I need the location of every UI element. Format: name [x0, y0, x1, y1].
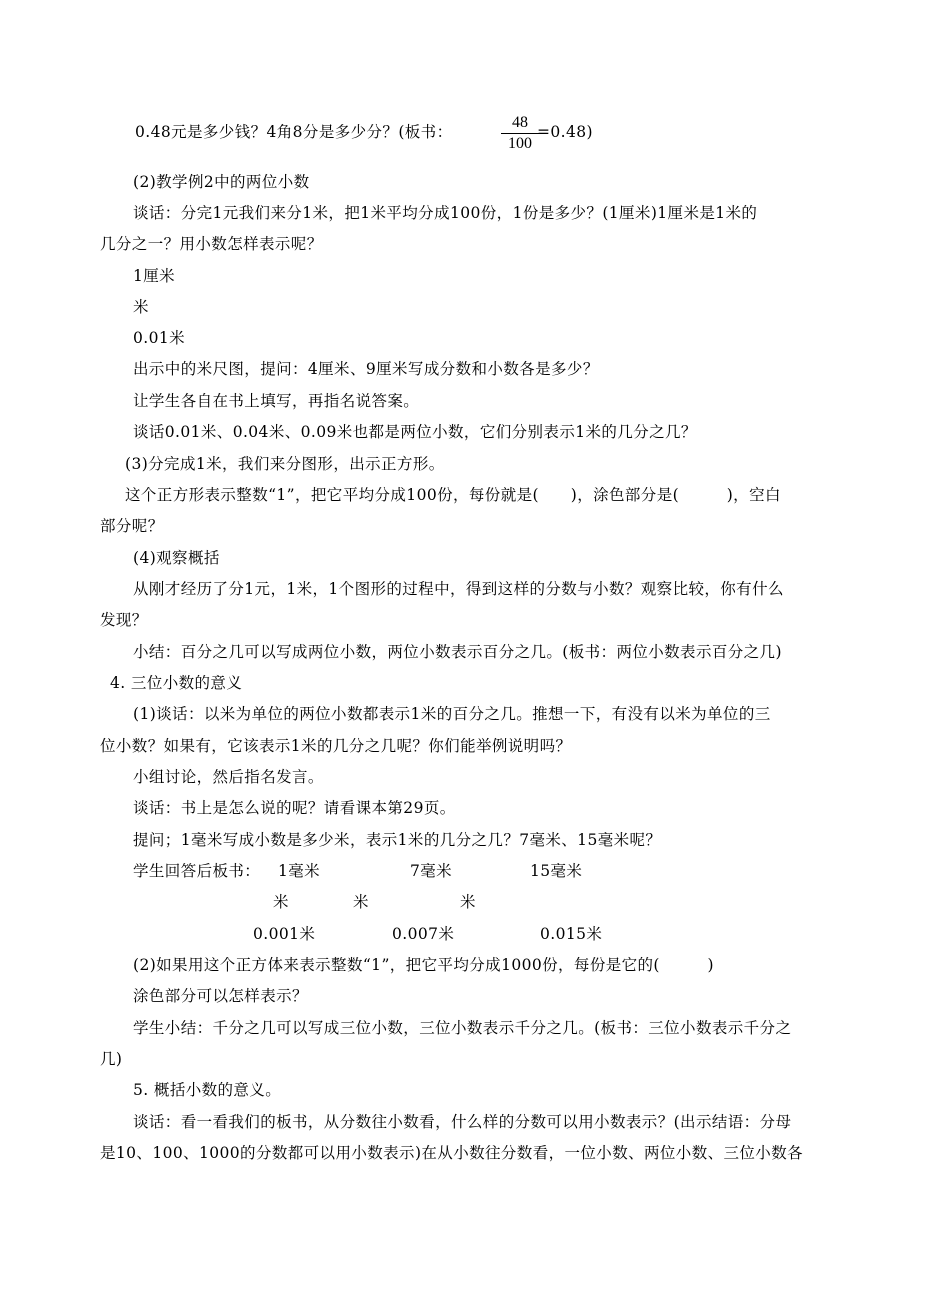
- text-line: 让学生各自在书上填写，再指名说答案。: [133, 392, 420, 410]
- text-line: 0.01米: [133, 329, 186, 347]
- text-line: 从刚才经历了分1元，1米，1个图形的过程中，得到这样的分数与小数？观察比较，你有什么: [133, 580, 784, 598]
- text-line: 米: [460, 893, 476, 911]
- text-line: 这个正方形表示整数“1”，把它平均分成100份，每份就是( )，涂色部分是( )，空白: [125, 486, 781, 504]
- text-line: 谈话：看一看我们的板书，从分数往小数看，什么样的分数可以用小数表示？(出示结语：分母: [133, 1113, 792, 1131]
- text-line: 发现？: [100, 611, 148, 629]
- fraction: [501, 114, 539, 153]
- text-line: 米: [273, 893, 289, 911]
- fraction-denominator: 100: [508, 135, 532, 152]
- text-line: 学生回答后板书：: [133, 862, 261, 880]
- text-line: 小组讨论，然后指名发言。: [133, 768, 324, 786]
- text-line: (4)观察概括: [133, 549, 220, 567]
- text-line: (2)教学例2中的两位小数: [133, 173, 310, 191]
- text-line: 1毫米: [278, 862, 321, 880]
- text-line: 是10、100、1000的分数都可以用小数表示)在从小数往分数看，一位小数、两位小数、三位小数各: [100, 1144, 804, 1162]
- text-line: 涂色部分可以怎样表示？: [133, 987, 308, 1005]
- text-line: 15毫米: [530, 862, 583, 880]
- text-line: 0.007米: [392, 925, 455, 943]
- text-line: 部分呢？: [100, 517, 164, 535]
- text-line: 0.001米: [253, 925, 316, 943]
- text-line: 小结：百分之几可以写成两位小数，两位小数表示百分之几。(板书：两位小数表示百分之几): [133, 643, 782, 661]
- text-line: 米: [353, 893, 369, 911]
- text-line: 谈话：分完1元我们来分1米，把1米平均分成100份，1份是多少？(1厘米)1厘米是1米的: [133, 204, 758, 222]
- text-line: 5. 概括小数的意义。: [133, 1081, 282, 1099]
- text-line: 位小数？如果有，它该表示1米的几分之几呢？你们能举例说明吗？: [100, 737, 572, 755]
- text-line: 几分之一？用小数怎样表示呢？: [100, 235, 323, 253]
- text-line: 4. 三位小数的意义: [110, 674, 243, 692]
- text-line: 0.015米: [540, 925, 603, 943]
- text-line: (3)分完成1米，我们来分图形，出示正方形。: [125, 455, 445, 473]
- text-line: (2)如果用这个正方体来表示整数“1”，把它平均分成1000份，每份是它的( ): [133, 956, 715, 974]
- text-line: 1厘米: [133, 267, 176, 285]
- text-line: 谈话：书上是怎么说的呢？请看课本第29页。: [133, 799, 456, 817]
- text-line: 出示中的米尺图，提问：4厘米、9厘米写成分数和小数各是多少？: [133, 360, 599, 378]
- text-line: 提问；1毫米写成小数是多少米，表示1米的几分之几？7毫米、15毫米呢？: [133, 831, 662, 849]
- text-line: 米: [133, 298, 149, 316]
- text-line: 学生小结：千分之几可以写成三位小数，三位小数表示千分之几。(板书：三位小数表示千分之: [133, 1019, 792, 1037]
- text-line: (1)谈话：以米为单位的两位小数都表示1米的百分之几。推想一下，有没有以米为单位的三: [133, 705, 771, 723]
- text-line: 几): [100, 1050, 123, 1068]
- text-line: 0.48元是多少钱？4角8分是多少分？(板书：: [135, 123, 453, 141]
- text-line: 7毫米: [410, 862, 453, 880]
- fraction-bar: [501, 133, 539, 134]
- text-line: =0.48): [537, 123, 593, 141]
- fraction-numerator: 48: [512, 114, 528, 131]
- text-line: 谈话0.01米、0.04米、0.09米也都是两位小数，它们分别表示1米的几分之几？: [133, 423, 697, 441]
